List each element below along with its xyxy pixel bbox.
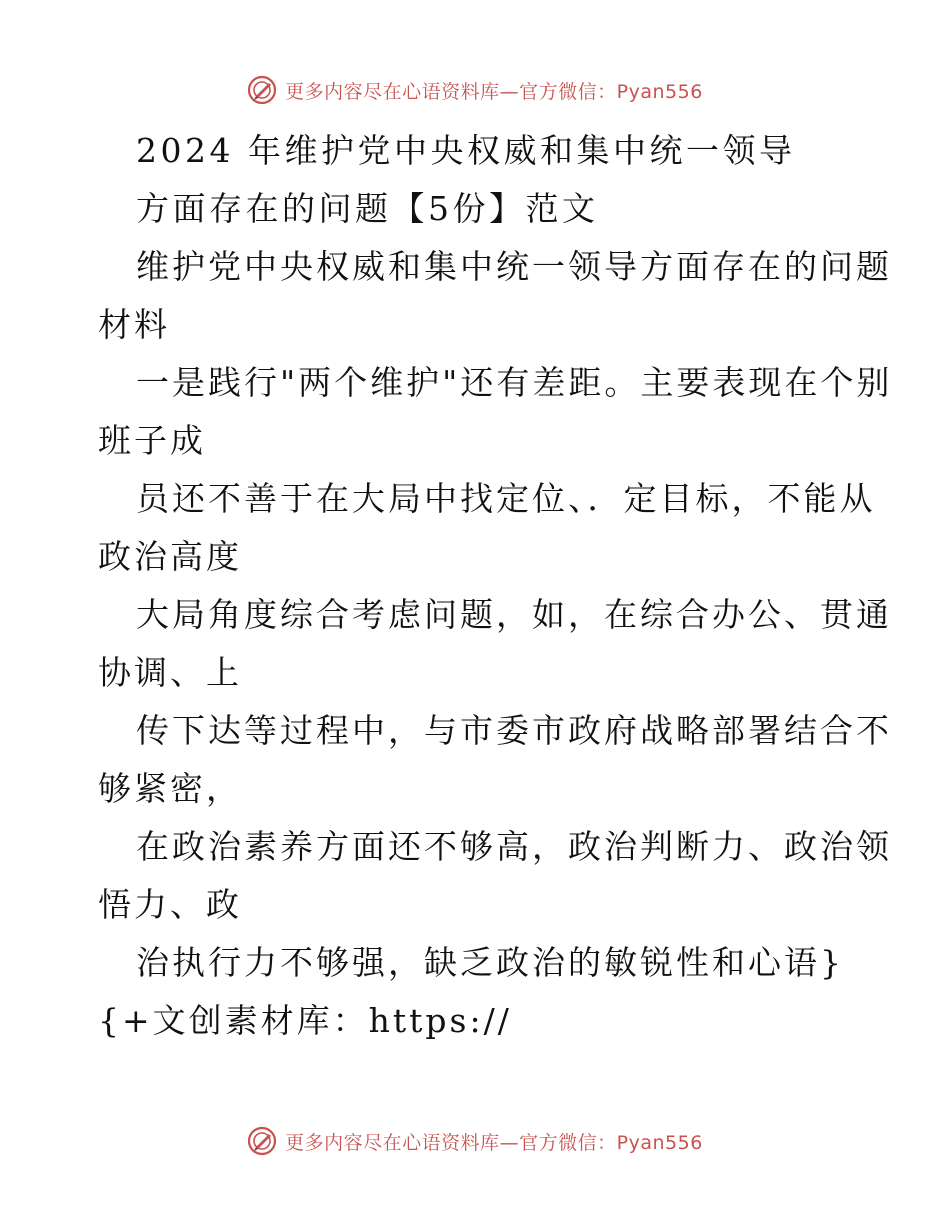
paragraph-line: 一是践行"两个维护"还有差距。主要表现在个别 bbox=[136, 363, 893, 402]
paragraph-line: 传下达等过程中，与市委市政府战略部署结合不 bbox=[136, 711, 892, 750]
paragraph-line: 协调、上 bbox=[98, 653, 242, 692]
paragraph-line: 治执行力不够强，缺乏政治的敏锐性和心语} bbox=[136, 943, 844, 982]
header-banner-text: 更多内容尽在心语资料库—官方微信：Pyan556 bbox=[285, 80, 703, 103]
footer-banner bbox=[0, 1121, 950, 1161]
paragraph-line: 够紧密， bbox=[98, 769, 242, 808]
paragraph-line: 在政治素养方面还不够高，政治判断力、政治领 bbox=[136, 827, 892, 866]
paragraph-line: 大局角度综合考虑问题，如，在综合办公、贯通 bbox=[136, 595, 892, 634]
document-title-line-1: 2024 年维护党中央权威和集中统一领导 bbox=[136, 131, 796, 170]
paragraph-line: 班子成 bbox=[98, 421, 206, 460]
paragraph-line: 材料 bbox=[98, 305, 170, 344]
paragraph-line: 悟力、政 bbox=[98, 885, 242, 924]
paragraph-line: 维护党中央权威和集中统一领导方面存在的问题 bbox=[136, 247, 892, 286]
paragraph-line: 员还不善于在大局中找定位、．定目标，不能从 bbox=[136, 479, 876, 518]
header-banner bbox=[0, 70, 950, 110]
paragraph-line: 政治高度 bbox=[98, 537, 242, 576]
document-title-line-2: 方面存在的问题【5份】范文 bbox=[136, 189, 599, 228]
paragraph-line: {+文创素材库：https:// bbox=[98, 1001, 512, 1040]
footer-banner-text: 更多内容尽在心语资料库—官方微信：Pyan556 bbox=[285, 1131, 703, 1154]
brand-logo-icon bbox=[247, 1126, 277, 1156]
document-body bbox=[98, 122, 893, 1050]
brand-logo-icon bbox=[247, 75, 277, 105]
